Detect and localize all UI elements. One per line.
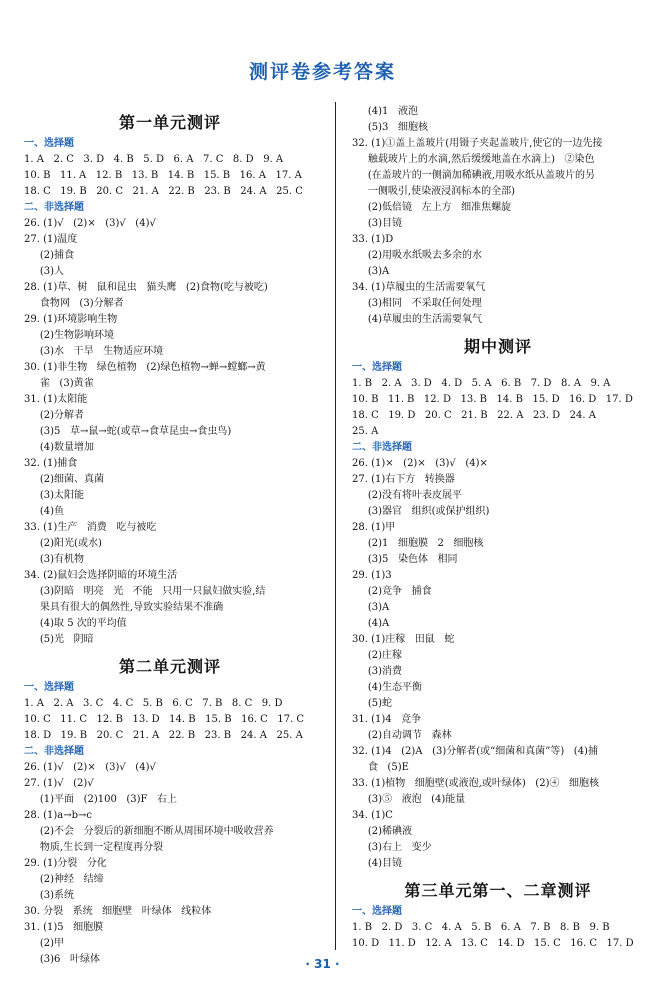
answer-line: 10. B 11. A 12. B 13. B 14. B 15. B 16. A 17. A	[24, 170, 302, 181]
answer-line: (4)目镜	[352, 858, 403, 869]
answer-line: 18. C 19. B 20. C 21. A 22. B 23. B 24. A 25. C	[24, 186, 303, 197]
answer-line: 30. (1)非生物 绿色植物 (2)绿色植物→蝉→螳螂→黄	[24, 362, 266, 373]
answer-line: (4)生态平衡	[352, 682, 423, 693]
answer-line: (在盖玻片的一侧滴加稀碘液,用吸水纸从盖玻片的另	[352, 170, 595, 181]
answer-line: 26. (1)× (2)× (3)√ (4)×	[352, 458, 488, 469]
column-divider	[335, 102, 336, 950]
answer-line: (2)低倍镜 左上方 细准焦螺旋	[352, 202, 512, 213]
answer-line: (3)相同 不采取任何处理	[352, 298, 482, 309]
answer-line: 一侧吸引,使染液浸润标本的全部)	[352, 186, 515, 197]
answer-line: (3)目镜	[352, 218, 403, 229]
answer-line: 30. (1)庄稼 田鼠 蛇	[352, 634, 455, 645]
answer-line: 1. B 2. A 3. D 4. D 5. A 6. B 7. D 8. A 9. A	[352, 378, 611, 389]
answer-line: (4)数量增加	[24, 442, 95, 453]
answer-line: (2)生物影响环境	[24, 330, 115, 341]
answer-line: 27. (1)右下方 转换器	[352, 474, 455, 485]
section-title: 第三单元第一、二章测评	[404, 881, 592, 900]
answer-line: 26. (1)√ (2)× (3)√ (4)√	[24, 762, 156, 773]
answer-line: (3)阴暗 明亮 光 不能 只用一只鼠妇做实验,结	[24, 586, 266, 597]
answer-line: 29. (1)分裂 分化	[24, 858, 107, 869]
subsection-title: 二、非选择题	[24, 746, 84, 757]
answer-line: 27. (1)√ (2)√	[24, 778, 94, 789]
answer-line: (5)光 阴暗	[24, 634, 94, 645]
answer-line: (3)A	[352, 602, 390, 613]
answer-line: (4)鱼	[24, 506, 65, 517]
answer-line: 29. (1)环境影响生物	[24, 314, 118, 325]
answer-line: 29. (1)3	[352, 570, 392, 581]
answer-line: 1. A 2. C 3. D 4. B 5. D 6. A 7. C 8. D 9. A	[24, 154, 284, 165]
answer-line: (3)5 草→鼠→蛇(或草→食草昆虫→食虫鸟)	[24, 426, 232, 437]
answer-line: 食物网 (3)分解者	[24, 298, 124, 309]
subsection-title: 一、选择题	[24, 138, 74, 149]
answer-line: 33. (1)生产 消费 吃与被吃	[24, 522, 157, 533]
answer-line: (3)6 叶绿体	[24, 954, 100, 965]
subsection-title: 一、选择题	[352, 362, 402, 373]
answer-line: 31. (1)4 竞争	[352, 714, 422, 725]
section-title: 第一单元测评	[118, 113, 221, 132]
answer-line: 10. D 11. D 12. A 13. C 14. D 15. C 16. C 17. D	[352, 938, 634, 949]
answer-line: (1)平面 (2)100 (3)F 右上	[24, 794, 178, 805]
section-title: 第二单元测评	[118, 657, 221, 676]
answer-line: (2)1 细胞膜 2 细胞核	[352, 538, 484, 549]
answer-line: (2)不会 分裂后的新细胞不断从周围环境中吸收营养	[24, 826, 274, 837]
subsection-title: 二、非选择题	[352, 442, 412, 453]
answer-line: 25. A	[352, 426, 379, 437]
answer-line: 28. (1)草、树 鼠和昆虫 猫头鹰 (2)食物(吃与被吃)	[24, 282, 268, 293]
answer-line: (4)取 5 次的平均值	[24, 618, 127, 629]
answer-line: 果具有很大的偶然性,导致实验结果不准确	[24, 602, 224, 613]
answer-line: (3)右上 变少	[352, 842, 432, 853]
subsection-title: 一、选择题	[352, 906, 402, 917]
answer-line: 34. (1)C	[352, 810, 393, 821]
answer-line: (2)庄稼	[352, 650, 403, 661]
answer-line: (5)蛇	[352, 698, 393, 709]
answer-line: 31. (1)5 细胞膜	[24, 922, 104, 933]
answer-line: 物质,生长到一定程度再分裂	[24, 842, 164, 853]
answer-line: (3)系统	[24, 890, 75, 901]
answer-line: (3)有机物	[24, 554, 85, 565]
answer-line: 32. (1)捕食	[24, 458, 78, 469]
subsection-title: 一、选择题	[24, 682, 74, 693]
answer-line: 1. A 2. A 3. C 4. C 5. B 6. C 7. B 8. C 9. D	[24, 698, 283, 709]
answer-line: 触载玻片上的水滴,然后缓缓地盖在水滴上) ②染色	[352, 154, 595, 165]
right-column	[352, 104, 644, 952]
answer-line: (3)⑤ 液泡 (4)能量	[352, 794, 466, 805]
answer-line: (4)1 液泡	[352, 106, 418, 117]
answer-line: 33. (1)D	[352, 234, 394, 245]
answer-line: 26. (1)√ (2)× (3)√ (4)√	[24, 218, 156, 229]
answer-line: 18. D 19. B 20. C 21. A 22. B 23. B 24. A 25. A	[24, 730, 303, 741]
answer-line: (2)稀碘液	[352, 826, 413, 837]
answer-line: (2)甲	[24, 938, 65, 949]
answer-line: (2)分解者	[24, 410, 85, 421]
answer-line: (2)捕食	[24, 250, 75, 261]
section-title: 期中测评	[463, 337, 532, 356]
left-column	[24, 104, 316, 968]
page-number: · 31 ·	[305, 957, 340, 971]
answer-line: (2)没有将叶表皮展平	[352, 490, 463, 501]
answer-line: (5)3 细胞核	[352, 122, 428, 133]
answer-line: 33. (1)植物 细胞壁(或液泡,或叶绿体) (2)④ 细胞核	[352, 778, 600, 789]
answer-line: (4)A	[352, 618, 390, 629]
answer-line: 10. B 11. B 12. D 13. B 14. B 15. D 16. D 17. D	[352, 394, 633, 405]
answer-line: (3)器官 组织(或保护组织)	[352, 506, 490, 517]
answer-line: (3)A	[352, 266, 390, 277]
answer-line: (3)人	[24, 266, 65, 277]
answer-line: (2)竞争 捕食	[352, 586, 432, 597]
answer-line: 30. 分裂 系统 细胞壁 叶绿体 线粒体	[24, 906, 212, 917]
answer-line: (2)神经 结缔	[24, 874, 104, 885]
answer-line: 28. (1)a→b→c	[24, 810, 92, 821]
answer-line: (3)5 染色体 相同	[352, 554, 458, 565]
answer-line: 34. (2)鼠妇会选择阴暗的环境生活	[24, 570, 178, 581]
answer-line: (2)用吸水纸吸去多余的水	[352, 250, 483, 261]
answer-line: (3)太阳能	[24, 490, 85, 501]
answer-line: 32. (1)4 (2)A (3)分解者(或“细菌和真菌”等) (4)捕	[352, 746, 598, 757]
answer-line: 28. (1)甲	[352, 522, 396, 533]
answer-line: (3)水 干旱 生物适应环境	[24, 346, 164, 357]
answer-line: 32. (1)①盖上盖玻片(用镊子夹起盖玻片,使它的一边先接	[352, 138, 603, 149]
answer-line: 雀 (3)黄雀	[24, 378, 94, 389]
answer-line: (4)草履虫的生活需要氧气	[352, 314, 483, 325]
answer-line: (3)消费	[352, 666, 403, 677]
answer-line: 31. (1)太阳能	[24, 394, 88, 405]
answer-line: 27. (1)温度	[24, 234, 78, 245]
subsection-title: 二、非选择题	[24, 202, 84, 213]
answer-line: 10. C 11. C 12. B 13. D 14. B 15. B 16. C 17. C	[24, 714, 305, 725]
answer-line: (2)自动调节 森林	[352, 730, 452, 741]
answer-line: (2)细菌、真菌	[24, 474, 105, 485]
page-title: 测评卷参考答案	[248, 61, 396, 83]
answer-line: 18. C 19. D 20. C 21. B 22. A 23. D 24. A	[352, 410, 596, 421]
answer-line: 食 (5)E	[352, 762, 409, 773]
answer-line: 34. (1)草履虫的生活需要氧气	[352, 282, 486, 293]
answer-line: 1. B 2. D 3. C 4. A 5. B 6. A 7. B 8. B 9. B	[352, 922, 610, 933]
answer-line: (2)阳光(或水)	[24, 538, 102, 549]
